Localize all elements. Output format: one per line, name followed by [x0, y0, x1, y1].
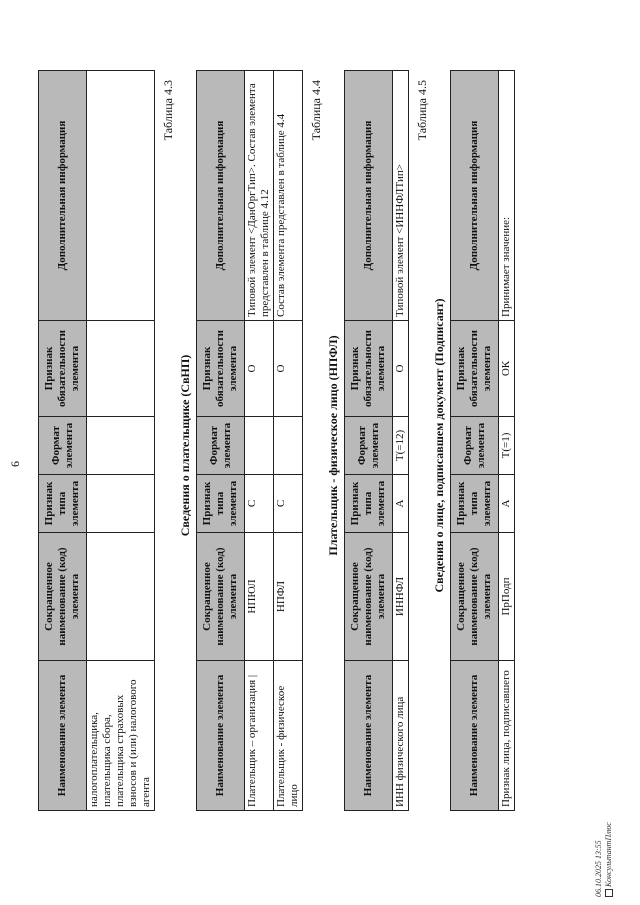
cell-info: Типовой элемент <ИННФЛТип>	[393, 71, 409, 321]
cell-type	[87, 475, 155, 533]
cell-required: ОК	[499, 321, 515, 417]
col-info-header: Дополнительная информация	[451, 71, 499, 321]
cell-required: О	[393, 321, 409, 417]
table-caption: Таблица 4.5	[415, 80, 429, 141]
col-required-header: Признак обязательности элемента	[39, 321, 87, 417]
cell-short	[87, 533, 155, 661]
table-header	[197, 71, 245, 811]
table-title: Плательщик - физическое лицо (НПФЛ)	[326, 335, 340, 556]
col-format-header: Формат элемента	[197, 417, 245, 475]
stamp-source: КонсультантПлюс	[604, 822, 613, 887]
col-required-header: Признак обязательности элемента	[345, 321, 393, 417]
col-type-header: Признак типа элемента	[345, 475, 393, 533]
col-short-header: Сокращенное наименование (код) элемента	[345, 533, 393, 661]
cell-required	[87, 321, 155, 417]
col-format-header: Формат элемента	[345, 417, 393, 475]
cell-format: T(=1)	[499, 417, 515, 475]
cell-type: С	[245, 475, 274, 533]
cell-required: О	[245, 321, 274, 417]
col-type-header: Признак типа элемента	[39, 475, 87, 533]
table-row	[393, 71, 409, 811]
col-name-header: Наименование элемента	[451, 661, 499, 811]
consultant-logo-icon	[605, 889, 613, 897]
cell-short: ПрПодп	[499, 533, 515, 661]
col-required-header: Признак обязательности элемента	[197, 321, 245, 417]
consultant-stamp	[594, 822, 614, 897]
col-short-header: Сокращенное наименование (код) элемента	[39, 533, 87, 661]
col-info-header: Дополнительная информация	[39, 71, 87, 321]
cell-info: Типовой элемент <ДанОргТип>. Состав элемента представлен в таблице 4.12	[245, 71, 274, 321]
cell-type: С	[274, 475, 303, 533]
cell-info: Принимает значение:	[499, 71, 515, 321]
table-row	[274, 71, 303, 811]
cell-format	[245, 417, 274, 475]
col-info-header: Дополнительная информация	[197, 71, 245, 321]
table-title: Сведения о плательщике (СвНП)	[178, 354, 192, 537]
cell-format	[274, 417, 303, 475]
cell-name: Плательщик - физическое лицо	[274, 661, 303, 811]
cell-required: О	[274, 321, 303, 417]
table-4-3	[196, 70, 303, 811]
col-format-header: Формат элемента	[39, 417, 87, 475]
cell-name: Плательщик – организация |	[245, 661, 274, 811]
table-row	[87, 71, 155, 811]
col-name-header: Наименование элемента	[345, 661, 393, 811]
col-name-header: Наименование элемента	[197, 661, 245, 811]
col-format-header: Формат элемента	[451, 417, 499, 475]
cell-type: А	[499, 475, 515, 533]
col-info-header: Дополнительная информация	[345, 71, 393, 321]
col-short-header: Сокращенное наименование (код) элемента	[197, 533, 245, 661]
table-4-5	[450, 70, 515, 811]
cell-short: НПФЛ	[274, 533, 303, 661]
table-4-2-continuation	[38, 70, 155, 811]
page-number: 6	[8, 461, 22, 467]
cell-format	[87, 417, 155, 475]
cell-short: НПЮЛ	[245, 533, 274, 661]
table-4-4	[344, 70, 409, 811]
col-type-header: Признак типа элемента	[451, 475, 499, 533]
table-header	[39, 71, 87, 811]
table-header	[451, 71, 499, 811]
cell-name: налогоплательщика, плательщика сбора, плательщика страховых взносов и (или) налогового агента	[87, 661, 155, 811]
cell-name: Признак лица, подписавшего	[499, 661, 515, 811]
cell-info	[87, 71, 155, 321]
table-row	[245, 71, 274, 811]
table-title: Сведения о лице, подписавшем документ (Подписант)	[432, 298, 446, 593]
cell-type: А	[393, 475, 409, 533]
table-caption: Таблица 4.3	[161, 80, 175, 141]
cell-info: Состав элемента представлен в таблице 4.4	[274, 71, 303, 321]
cell-short: ИННФЛ	[393, 533, 409, 661]
stamp-datetime: 06.10.2025 13:55	[594, 840, 603, 897]
stamp-source-line	[604, 822, 614, 897]
cell-name: ИНН физического лица	[393, 661, 409, 811]
cell-format: T(=12)	[393, 417, 409, 475]
col-type-header: Признак типа элемента	[197, 475, 245, 533]
table-header	[345, 71, 393, 811]
table-caption: Таблица 4.4	[309, 80, 323, 141]
col-name-header: Наименование элемента	[39, 661, 87, 811]
col-required-header: Признак обязательности элемента	[451, 321, 499, 417]
table-row	[499, 71, 515, 811]
col-short-header: Сокращенное наименование (код) элемента	[451, 533, 499, 661]
